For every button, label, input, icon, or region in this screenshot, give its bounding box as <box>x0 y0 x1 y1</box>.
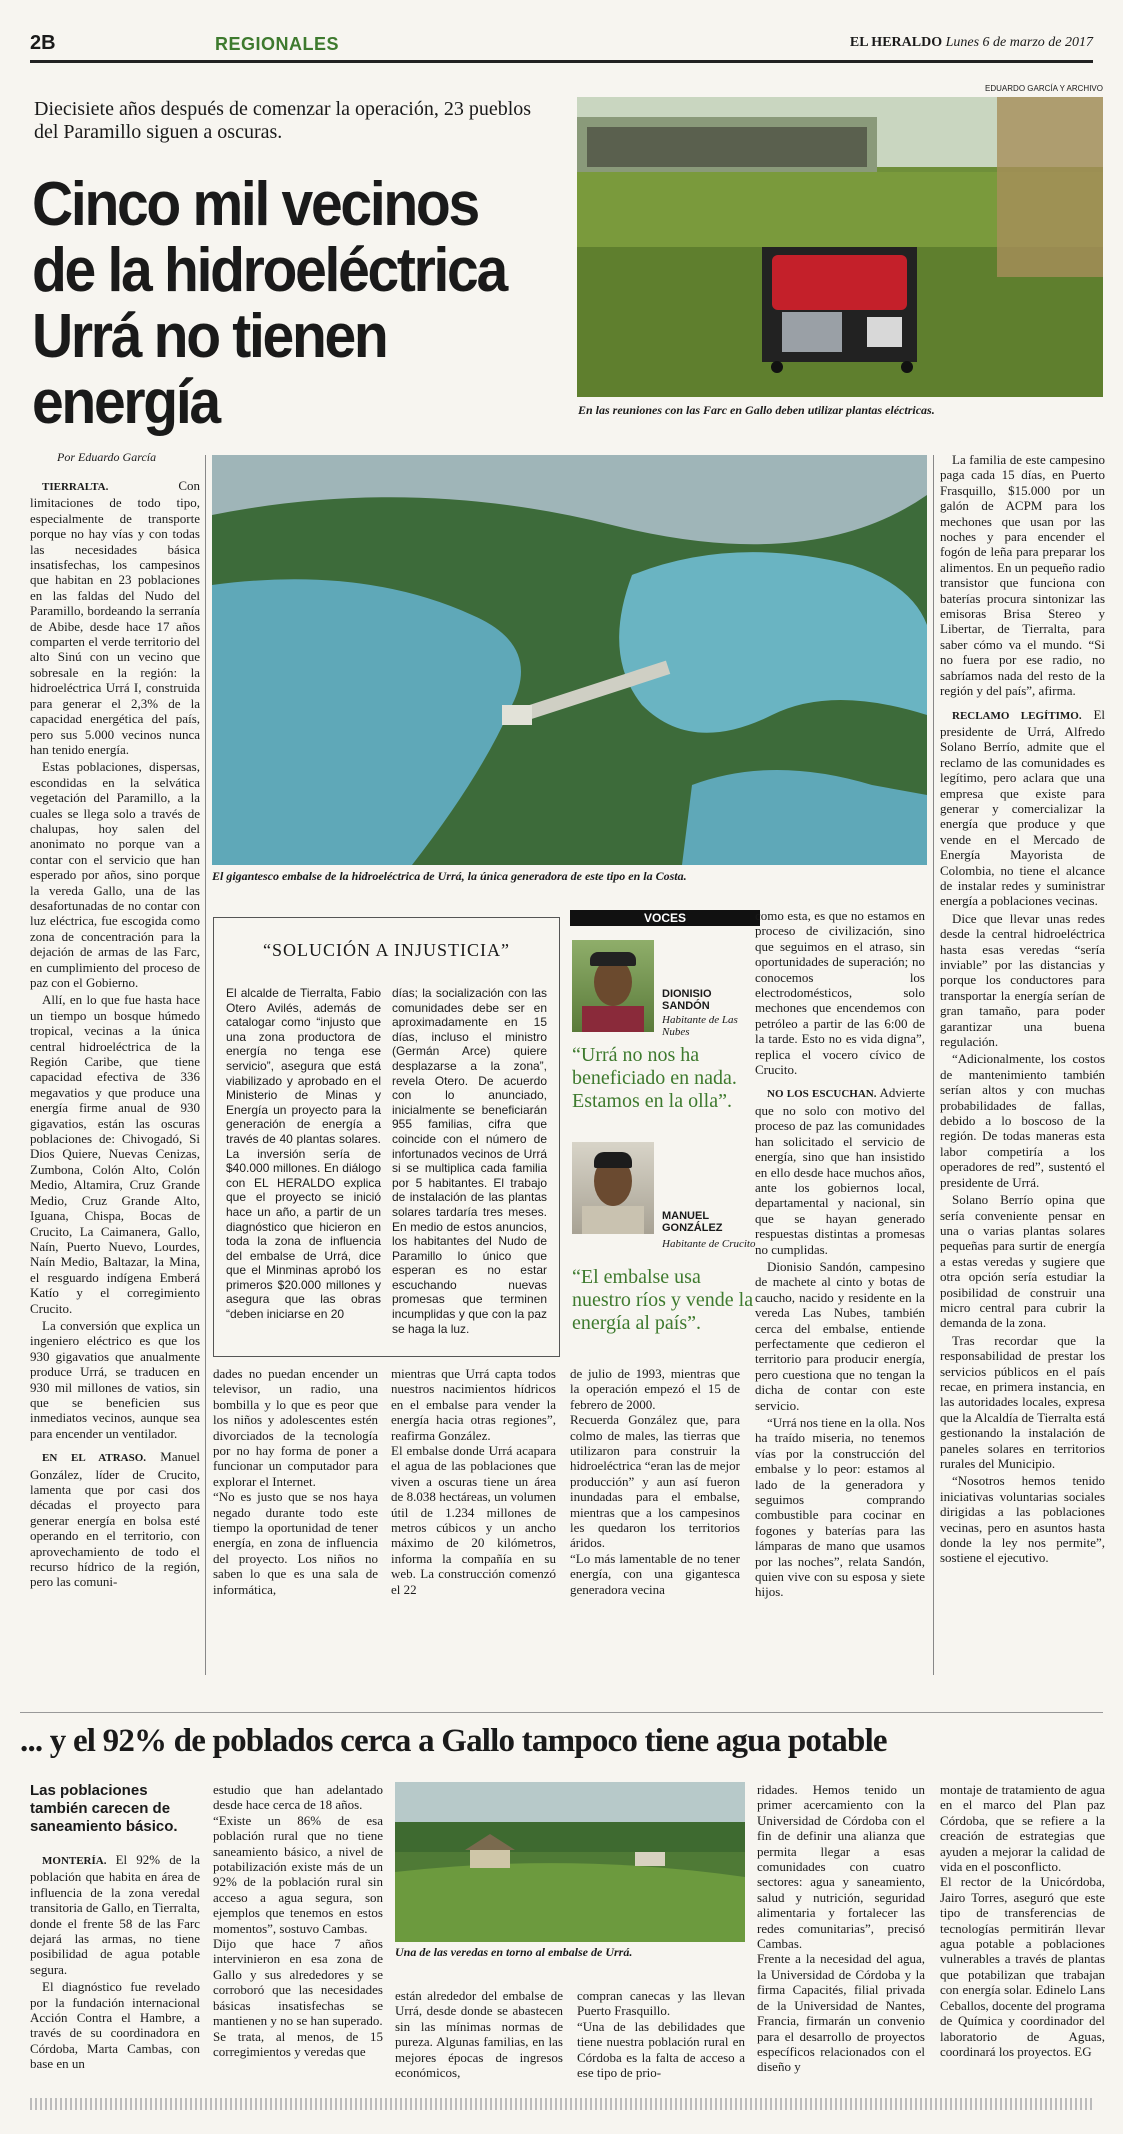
column-rule <box>933 455 934 1675</box>
paragraph <box>940 707 1105 909</box>
byline: Por Eduardo García <box>57 450 157 464</box>
village-photo <box>395 1782 745 1942</box>
voice-role: Habitante de Las Nubes <box>662 1014 738 1038</box>
generator-photo-caption: En las reuniones con las Farc en Gallo deben utilizar plantas eléctricas. <box>578 403 935 417</box>
lead-in: TIERRALTA. <box>42 481 109 493</box>
story-deck: Diecisiete años después de comenzar la operación, 23 pueblos del Paramillo siguen a oscuras. <box>34 98 532 143</box>
paragraph: Dice que llevar unas redes desde la central hidroeléctrica hasta esas veredas “sería inviable” por las distancias y porque los conductores para transportar la energía serían de gran tamaño, para poder garantizar una buena regulación. <box>940 910 1105 1050</box>
photo-credit: EDUARDO GARCÍA Y ARCHIVO <box>985 84 1103 93</box>
paragraph-text: El presidente de Urrá, Alfredo Solano Berrío, admite que el reclamo de las comunidades es legítimo, pero aclara que una empresa que existe para generar y comercializar la energía que produce y que vende en el Mercado de Energía Mayorista de Colombia, no tiene el alcance de instalar redes y suministrar energía a poblaciones vecinas. <box>940 706 1106 909</box>
page-header <box>30 30 1093 63</box>
column-rule <box>205 455 206 1675</box>
lead-in: EN EL ATRASO. <box>42 1452 147 1465</box>
story1-column-4: de julio de 1993, mientras que la operación empezó el 15 de febrero de 2000. Recuerda González que, para colmo de males, las tierras que utilizaron para construir la hidroeléctrica “eran las de mejor producción” y aun así fueron inundadas para el embalse, mientras que a los campesinos les quedaron los territorios áridos. “Lo más lamentable de no tener energía, con una gigantesca generadora vecina <box>570 1366 740 1597</box>
story1-column-6 <box>940 452 1105 1568</box>
lead-in: RECLAMO LEGÍTIMO. <box>952 709 1082 722</box>
paragraph: La familia de este campesino paga cada 15 días, en Puerto Frasquillo, $15.000 por un galón de ACPM para los mechones que usan por las noches y para encender el fogón de leña para preparar los alimentos. En un pequeño radio transistor que funciona con baterías procura sintonizar las emisoras Brisa Stereo y Libertar, de Tierralta, para saber cómo va el mundo. “Si no fuera por ese radio, no sabríamos nada del resto de la región y del país”, afirma. <box>940 452 1105 699</box>
story-divider <box>20 1712 1103 1713</box>
paragraph: Allí, en lo que fue hasta hace un tiempo un bosque húmedo tropical, vecinas a la única central hidroeléctrica de la Región Caribe, que tiene capacidad efectiva de 336 megavatios y que produce una energía firme anual de 930 gigavatios, están las oscuras poblaciones de: Chivogadó, Si Dios Quiere, Nuevas Cenizas, Zumbona, Colón Alto, Colón Medio, Altamira, Cruz Grande Medio, Cruz Grande Alto, Iguana, Chispa, Bocas de Crucito, La Caimanera, Gallo, Naín, Puerto Nuevo, Lourdes, Naín Medio, Baltazar, la Mina, el resguardo indígena Emberá Katío y el corregimiento Crucito. <box>30 992 200 1316</box>
paragraph <box>30 1852 200 1977</box>
village-photo-caption: Una de las veredas en torno al embalse de Urrá. <box>395 1945 633 1959</box>
paragraph: como esta, es que no estamos en proceso de civilización, sino que seguimos en el atraso, sin oportunidades de superación; no conocemos los electrodomésticos, solo mechones que encendemos con petróleo a partir de las 6:00 de la tarde. Esto no es vida digna”, replica el vocero cívico de Crucito. <box>755 908 925 1078</box>
paragraph: La conversión que explica un ingeniero eléctrico es que los 930 gigavatios que anualmente produce Urrá, se traducen en 930 mil millones de vatios, sin que se beneficien sus inmediatos vecinos, aunque sea para encender un ventilador. <box>30 1317 200 1441</box>
story1-column-1 <box>30 478 200 1673</box>
paragraph: “Nosotros hemos tenido iniciativas voluntarias sociales dirigidas a las poblaciones vecinas, pero en asuntos hasta donde la ley nos permite”, sostiene el ejecutivo. <box>940 1473 1105 1566</box>
generator-photo-image <box>577 97 1103 397</box>
reservoir-photo-image <box>212 455 927 865</box>
story2-column-3: están alrededor del embalse de Urrá, desde donde se abastecen sin las mínimas normas de pureza. Algunas familias, en las mejores épocas de ingresos económicos, <box>395 1988 563 2081</box>
paragraph-text: Manuel González, líder de Crucito, lamenta que por casi dos décadas el proyecto para generar energía en bolsa esté operando en el territorio, con aprovechamiento de todo el recurso hídrico de la región, pero las comuni- <box>30 1449 200 1590</box>
paragraph: Estas poblaciones, dispersas, escondidas en la selvática vegetación del Paramillo, a la cuales se llega solo a través de chalupas, hoy salen del anonimato no porque van a contar con el servicio que han esperado por años, sino porque la vereda Gallo, una de las desafortunadas de no contar con luz eléctrica, fue escogida como zona de concentración para la dejación de armas de las Farc, en cumplimiento del proceso de paz con el Gobierno. <box>30 759 200 990</box>
paper-dateline <box>850 35 1093 51</box>
voice-role: Habitante de Crucito <box>662 1238 756 1250</box>
village-photo-image <box>395 1782 745 1942</box>
story2-column-1 <box>30 1852 200 2074</box>
paragraph: Tras recordar que la responsabilidad de prestar los servicios públicos en el país recae, en primera instancia, en las autoridades locales, expresa que la Alcaldía de Tierralta está gestionando la instalación de paneles solares en territorios rurales del Municipio. <box>940 1332 1105 1471</box>
avatar <box>572 940 654 1032</box>
sidebar-text-left: El alcalde de Tierralta, Fabio Otero Avilés, además de catalogar como “injusto que una zona productora de energía no tenga ese servicio”, asegura que está viabilizado y aprobado en el Ministerio de Minas y Energía un proyecto para la generación de energía a través de 40 plantas solares. La inversión sería de $40.000 millones. En diálogo con EL HERALDO explica que el proyecto se inició hace un año, a partir de un diagnóstico que hicieron en toda la zona de influencia del embalse de Urrá, dice que el Minminas aprobó los primeros $20.000 millones y asegura que las obras “deben iniciarse en 20 <box>226 986 381 1322</box>
page-number: 2B <box>30 32 56 54</box>
voices-panel <box>570 910 762 1375</box>
voice-name: DIONISIO SANDÓN <box>662 988 712 1012</box>
story1-column-3: mientras que Urrá capta todos nuestros nacimientos hídricos en el embalse para vender la energía hacia otras regiones”, reafirma González. El embalse donde Urrá acapara el agua de las poblaciones que viven a oscuras tiene un área de 8.038 hectáreas, un volumen útil de 1.234 millones de metros cúbicos y un ancho máximo de 20 kilómetros, informa la compañía en su web. La construcción comenzó el 22 <box>391 1366 556 1597</box>
story2-column-6: montaje de tratamiento de agua en el marco del Plan paz Córdoba, que se refiere a la creación de estrategias que ayuden a mejorar la calidad de vida en el posconflicto. El rector de la Unicórdoba, Jairo Torres, aseguró que este tipo de transferencias de tecnologías permitirán llevar agua potable a poblaciones vulnerables a través de plantas que potabilizan que trabajan con energía solar. Edinelo Lans Ceballos, docente del programa de Química y coordinador del laboratorio de Aguas, coordinará los proyectos. EG <box>940 1782 1105 2059</box>
sidebar-text-right: días; la socialización con las comunidades debe ser en aproximadamente en 15 días, incluso el ministro (Germán Arce) quiere desplazarse a la zona”, revela Otero. De acuerdo con lo anunciado, inicialmente se beneficiarán 955 familias, cifra que coincide con el número de infortunados vecinos de Urrá si se multiplica cada familia por 5 habitantes. El trabajo de instalación de las plantas solares tardaría tres meses. En medio de estos anuncios, los habitantes del Nudo de Paramillo lo único que esperan es no estar escuchando nuevas promesas que terminen incumplidas y que con la paz se haga la luz. <box>392 986 547 1336</box>
voice-quote: “El embalse usa nuestro ríos y vende la energía al país”. <box>572 1266 754 1334</box>
sidebar-title: “SOLUCIÓN A INJUSTICIA” <box>263 940 510 960</box>
reservoir-photo-caption: El gigantesco embalse de la hidroeléctrica de Urrá, la única generadora de este tipo en la Costa. <box>212 869 687 883</box>
paragraph: “Urrá nos tiene en la olla. Nos ha traído miseria, no tenemos vías por la construcción del embalse y lo peor: estamos al lado de la generadora y seguimos comprando combustible para cocinar en fogones y baterías para las lámparas de mano que usamos por las noches”, relata Sandón, quien vive con su esposa y siete hijos. <box>755 1415 925 1600</box>
lead-in: MONTERÍA. <box>42 1855 107 1867</box>
lead-in: NO LOS ESCUCHAN. <box>767 1088 877 1101</box>
reservoir-photo <box>212 455 927 865</box>
story1-column-2: dades no puedan encender un televisor, un radio, una bombilla y lo que es peor que los niños y adolescentes estén divorciados de la tecnología por no hay forma de poner a funcionar un computador para explorar el Internet. “No es justo que se nos haya negado durante todo este tiempo la oportunidad de tener energía, en zona de influencia del proyecto. Los niños no saben lo que es una sala de informática, <box>213 1366 378 1597</box>
voice-name: MANUEL GONZÁLEZ <box>662 1210 723 1234</box>
story2-column-5: ridades. Hemos tenido un primer acercamiento con la Universidad de Córdoba con el fin de definir una alianza que permita llegar a esas comunidades con cuatro sectores: agua y saneamiento, salud y nutrición, seguridad alimentaria y fortalecer las redes comunitarias”, precisó Cambas. Frente a la necesidad del agua, la Universidad de Córdoba y la firma Capacités, filial privada de la Universidad de Nantes, Francia, firmarán un convenio para el desarrollo de proyectos específicos relacionados con el diseño y <box>757 1782 925 2075</box>
paragraph: Dionisio Sandón, campesino de machete al cinto y botas de caucho, nacido y residente en la vereda Las Nubes, también cerca del embalse, entiende perfectamente que cedieron el territorio para producir energía, pero cuestiona que no tengan la dicha de contar con este servicio. <box>755 1258 925 1413</box>
issue-date: Lunes 6 de marzo de 2017 <box>945 35 1093 50</box>
solution-sidebar <box>213 917 560 1357</box>
story2-column-4: compran canecas y las llevan Puerto Frasquillo. “Una de las debilidades que tiene nuestra población rural en Córdoba es la falta de acceso a ese tipo de prio- <box>577 1988 745 2081</box>
generator-photo <box>577 97 1103 397</box>
story2-subhead: Las poblaciones también carecen de saneamiento básico. <box>30 1782 178 1835</box>
paragraph: Solano Berrío opina que sería conveniente pensar en una o varias plantas solares pequeñas para surtir de energía a estas veredas y sugiere que otra opción sería estudiar la posibilidad de construir una micro central para cubrir la demanda de la zona. <box>940 1192 1105 1331</box>
story2-column-2: estudio que han adelantado desde hace cerca de 18 años. “Existe un 86% de esa población rural que no tiene saneamiento básico, a nivel de potabilización existe más de un 92% de la población rural sin acceso a agua segura, son ejemplos que tenemos en estos momentos”, sostuvo Cambas. Dijo que hace 7 años intervinieron en esa zona de Gallo y sus alrededores y se corroboró que las necesidades básicas insatisfechas se mantienen y no se han superado. Se trata, al menos, de 15 corregimientos y veredas que <box>213 1782 383 2059</box>
story2-headline: ... y el 92% de poblados cerca a Gallo tampoco tiene agua potable <box>20 1723 887 1759</box>
paragraph <box>755 1085 925 1256</box>
paragraph: “Adicionalmente, los costos de mantenimiento también serían altos y con muchas probabilidades de fallas, debido a lo boscoso de la región. De todas maneras esta labor competiría a los operadores de red”, sustentó el presidente de Urrá. <box>940 1051 1105 1190</box>
story-headline: Cinco mil vecinos de la hidroeléctrica Urrá no tienen energía <box>32 170 506 437</box>
voice-quote: “Urrá no nos ha beneficiado en nada. Estamos en la olla”. <box>572 1044 737 1112</box>
voices-label: VOCES <box>570 910 760 926</box>
paper-name: EL HERALDO <box>849 35 943 50</box>
paragraph <box>30 478 200 757</box>
section-name: REGIONALES <box>215 34 340 54</box>
color-registration-bar <box>30 2098 1093 2110</box>
paragraph-text: El 92% de la población que habita en área de influencia de la zona veredal transitoria de Gallo, en Tierralta, donde el frente 58 de las Farc dejará las armas, no tiene posibilidad de agua potable segura. <box>30 1852 200 1977</box>
avatar <box>572 1142 654 1234</box>
paragraph-text: Con limitaciones de todo tipo, especialmente de transporte porque no hay vías y con todas las necesidades básica insatisfechas, los campesinos que habitan en 23 poblaciones en las faldas del Nudo del Paramillo, bordeando la serranía de Abibe, desde hace 17 años comparten el verde territorio del alto Sinú con un vecino que sobresale en la región: la hidroeléctrica Urrá I, construida para generar el 2,3% de la capacidad energética del país, pero sus 5.000 vecinos nunca han tenido energía. <box>30 478 200 757</box>
paragraph-text: Advierte que no solo con motivo del proceso de paz las comunidades han solicitado el servicio de energía, sino que han insistido en ello desde hace muchos años, ante los gobiernos local, departamental y nacional, sin que se hayan generado respuestas distintas a promesas no cumplidas. <box>755 1085 925 1257</box>
story1-column-5 <box>755 908 925 1602</box>
paragraph <box>30 1449 200 1590</box>
paragraph: El diagnóstico fue revelado por la fundación internacional Acción Contra el Hambre, a través de su coordinadora en Córdoba, Marta Cambas, con base en un <box>30 1979 200 2072</box>
